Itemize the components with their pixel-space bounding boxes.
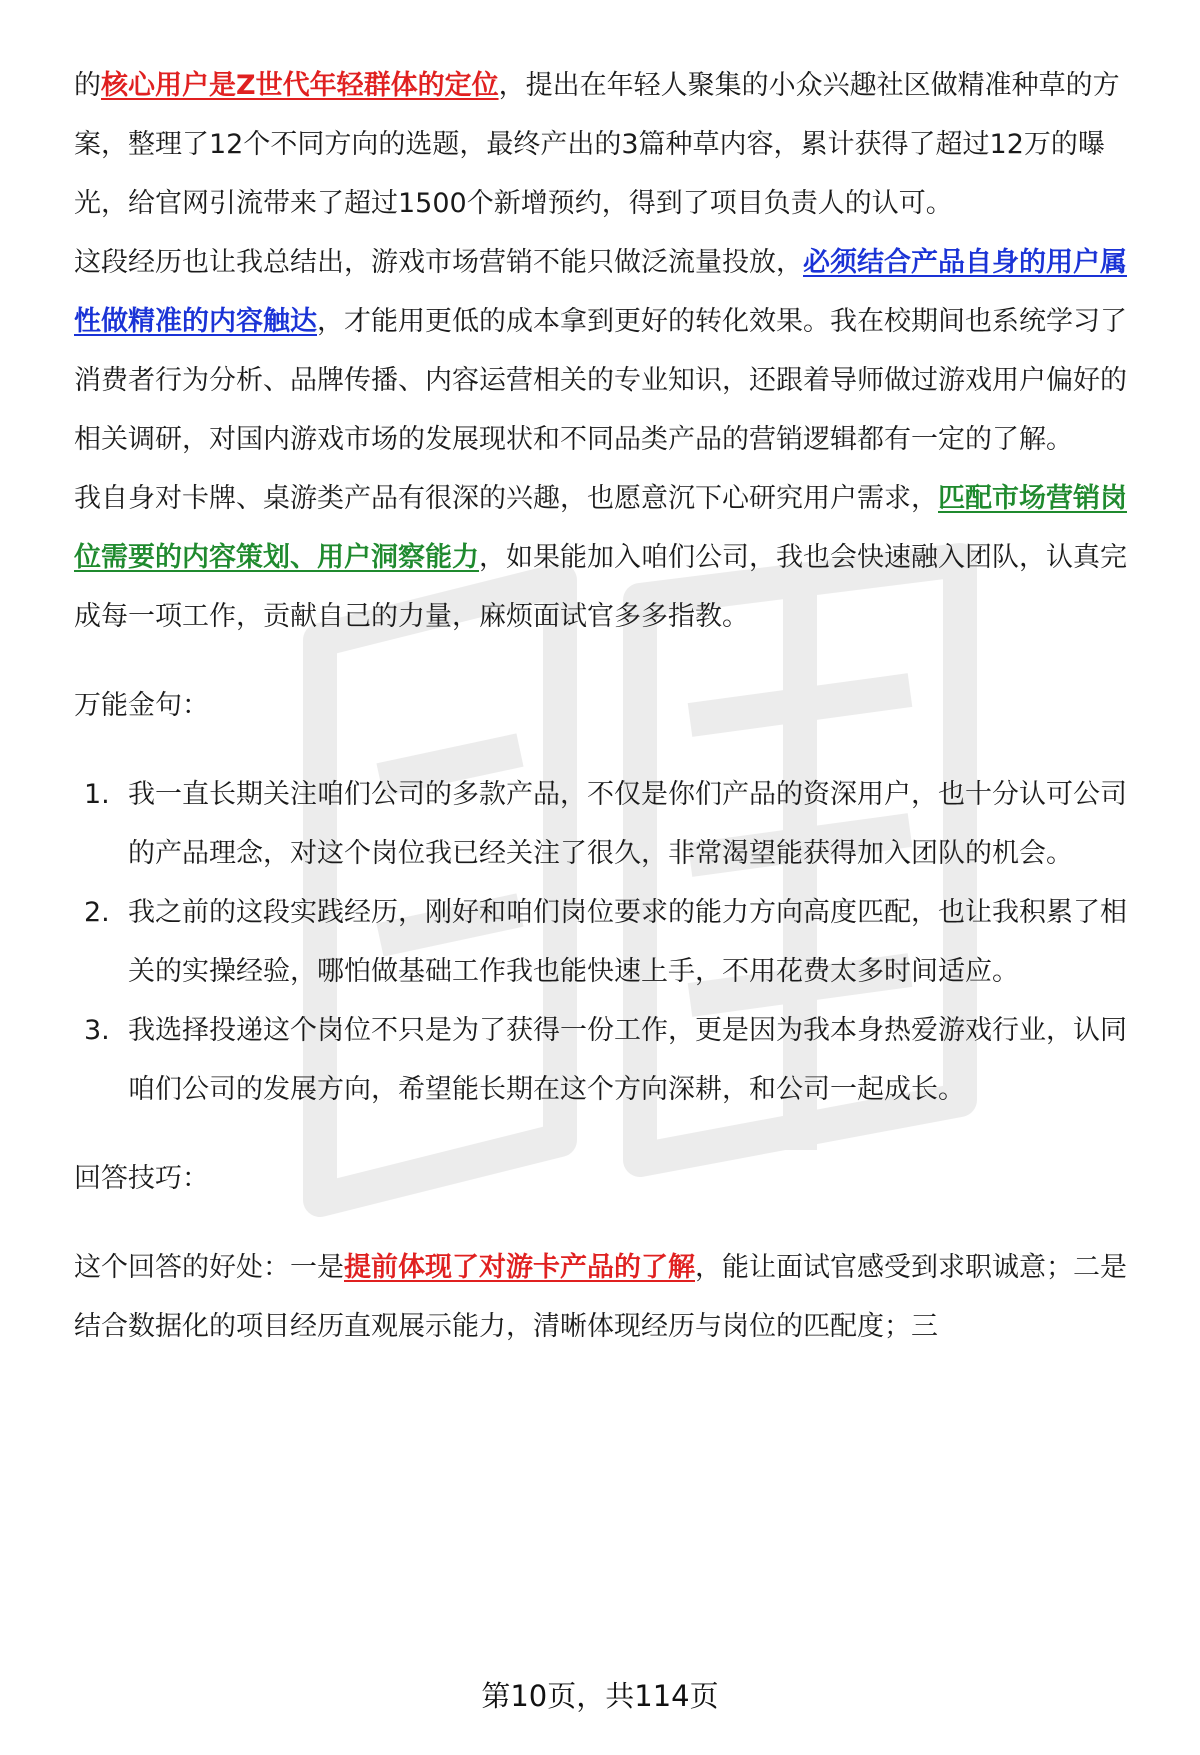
highlight-precise-reach: 必须结合产品自身的用户属性做精准的内容触达: [74, 247, 1127, 337]
list-item: 3. 我选择投递这个岗位不只是为了获得一份工作，更是因为我本身热爱游戏行业，认同咱们公司的发展方向，希望能长期在这个方向深耕，和公司一起成长。: [84, 1015, 1127, 1105]
list-item: 1. 我一直长期关注咱们公司的多款产品，不仅是你们产品的资深用户，也十分认可公司的产品理念，对这个岗位我已经关注了很久，非常渴望能获得加入团队的机会。: [84, 779, 1127, 869]
paragraph-experience-result: 的核心用户是Z世代年轻群体的定位，提出在年轻人聚集的小众兴趣社区做精准种草的方案，整理了12个不同方向的选题，最终产出的3篇种草内容，累计获得了超过12万的曝光，给官网引流带来了超过1500个新增预约，得到了项目负责人的认可。: [74, 70, 1120, 219]
highlight-matching-ability: 匹配市场营销岗位需要的内容策划、用户洞察能力: [74, 483, 1127, 573]
document-page: [74, 56, 1144, 1356]
golden-sentences-list: [74, 765, 1144, 1119]
paragraph-interest: 我自身对卡牌、桌游类产品有很深的兴趣，也愿意沉下心研究用户需求，匹配市场营销岗位需要的内容策划、用户洞察能力，如果能加入咱们公司，我也会快速融入团队，认真完成每一项工作，贡献自己的力量，麻烦面试官多多指教。: [74, 483, 1127, 632]
paragraph-summary: 这段经历也让我总结出，游戏市场营销不能只做泛流量投放，必须结合产品自身的用户属性做精准的内容触达，才能用更低的成本拿到更好的转化效果。我在校期间也系统学习了消费者行为分析、品牌传播、内容运营相关的专业知识，还跟着导师做过游戏用户偏好的相关调研，对国内游戏市场的发展现状和不同品类产品的营销逻辑都有一定的了解。: [74, 247, 1127, 455]
list-item: 2. 我之前的这段实践经历，刚好和咱们岗位要求的能力方向高度匹配，也让我积累了相关的实操经验，哪怕做基础工作我也能快速上手，不用花费太多时间适应。: [84, 897, 1127, 987]
highlight-core-user: 核心用户是Z世代年轻群体的定位: [101, 70, 499, 101]
golden-sentences-heading: 万能金句：: [74, 690, 209, 721]
answer-tips-heading: 回答技巧：: [74, 1163, 209, 1194]
paragraph-tips: 这个回答的好处：一是提前体现了对游卡产品的了解，能让面试官感受到求职诚意；二是结合数据化的项目经历直观展示能力，清晰体现经历与岗位的匹配度；三: [74, 1252, 1127, 1342]
highlight-product-knowledge: 提前体现了对游卡产品的了解: [344, 1252, 695, 1283]
page-number-footer: 第10页，共114页: [481, 1679, 719, 1713]
